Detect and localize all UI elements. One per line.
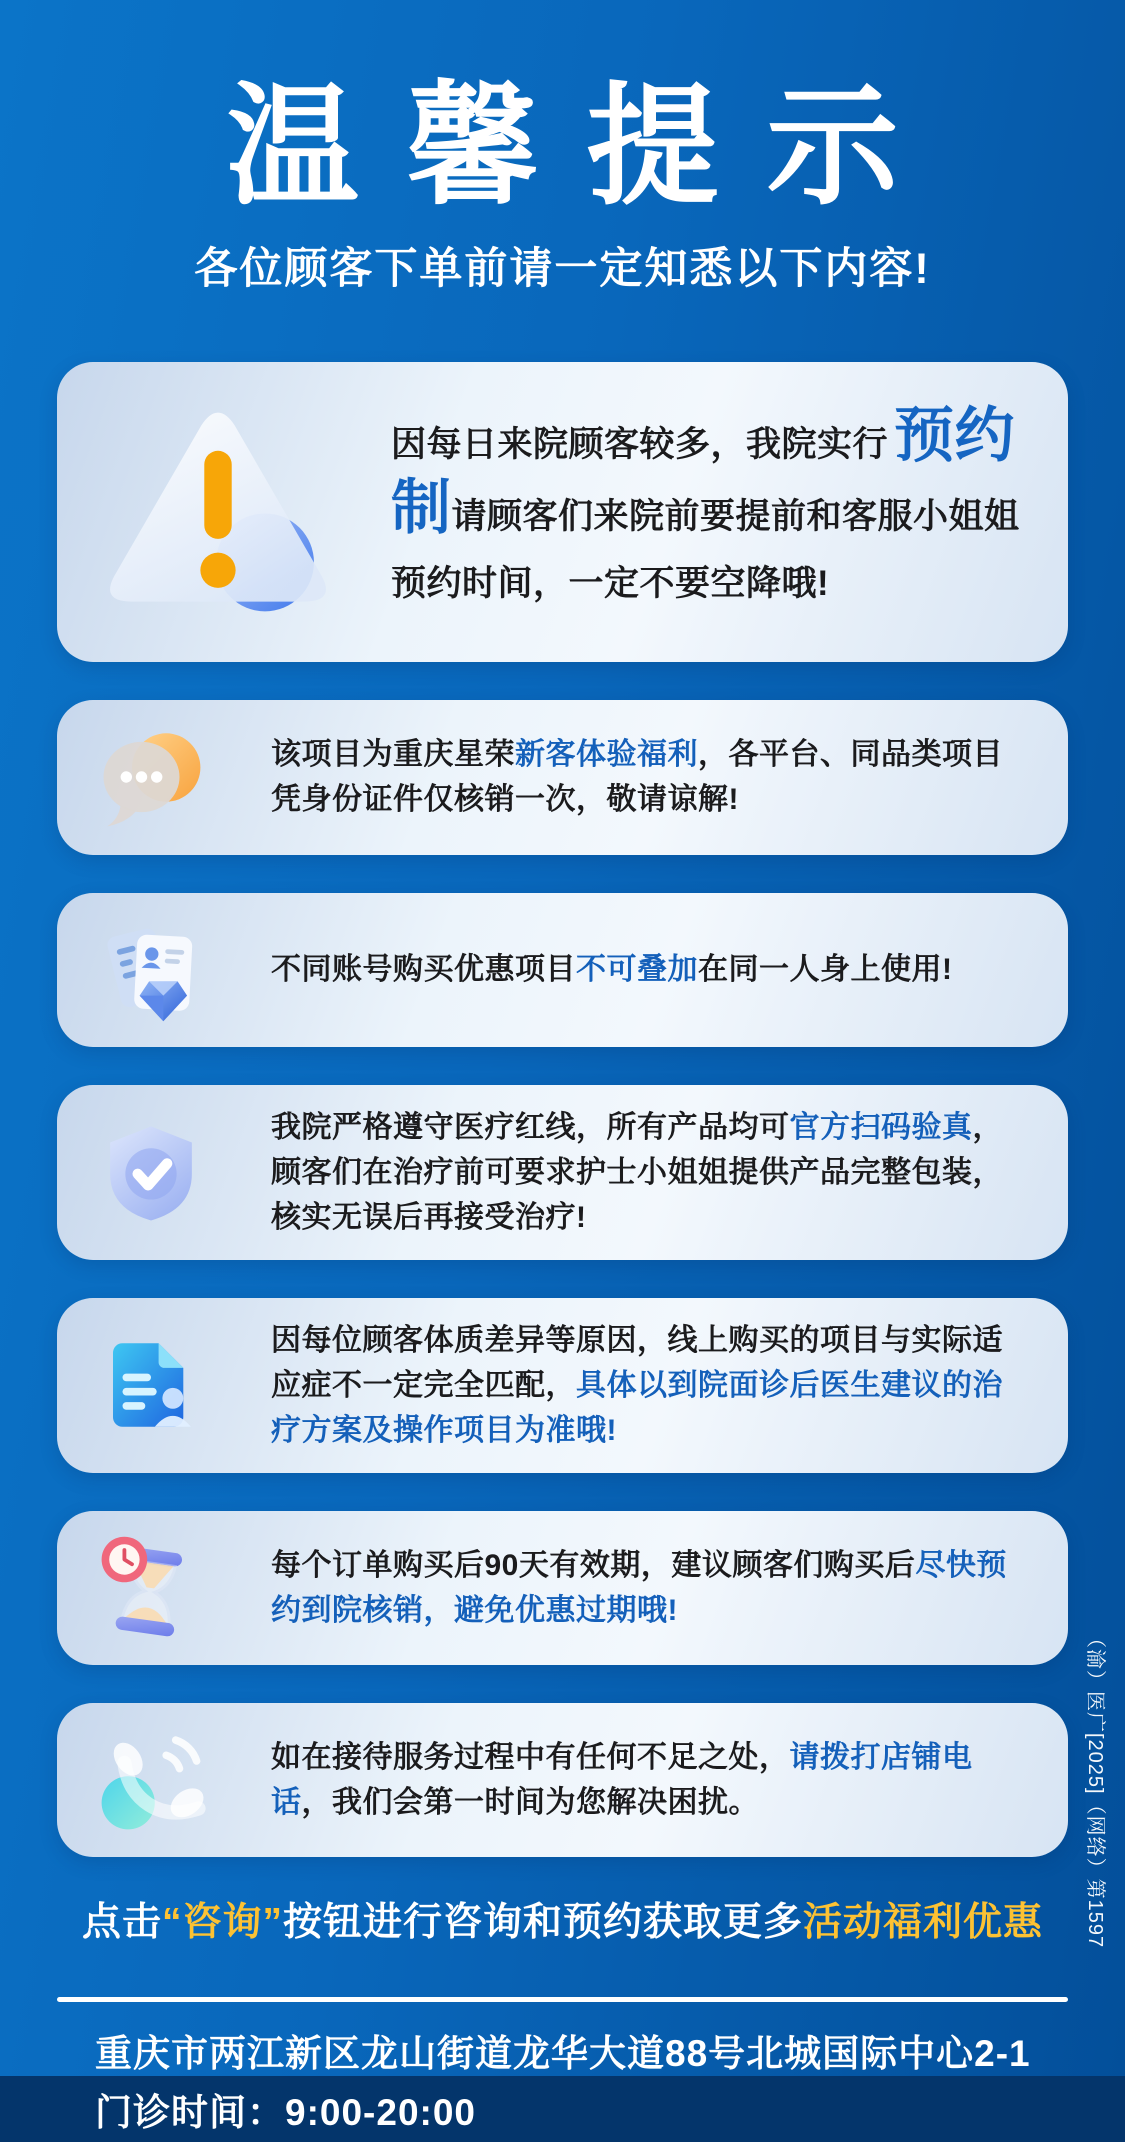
text-segment: ，各平台、同品类项目凭身份证件仅核销一次，敬请谅解! bbox=[271, 738, 1003, 817]
notice-text bbox=[391, 401, 1026, 618]
text-segment: 因每位顾客体质差异等原因，线上购买的项目与实际适应症不一定完全匹配， bbox=[271, 1323, 1003, 1402]
text-segment: 我院严格遵守医疗红线，所有产品均可 bbox=[271, 1110, 790, 1144]
notice-card-service-feedback bbox=[57, 1703, 1068, 1857]
text-segment: ，我们会第一时间为您解决困扰。 bbox=[301, 1785, 759, 1819]
ad-license-number: （渝）医广[2025]（网络）第1597 bbox=[1084, 1628, 1106, 1949]
text-segment: 每个订单购买后90天有效期，建议顾客们购买后 bbox=[271, 1548, 916, 1582]
text-segment: 官方扫码验真 bbox=[789, 1110, 973, 1144]
text-segment: 尽快预约到院核销，避免优惠过期哦! bbox=[271, 1548, 1007, 1627]
notice-card-new-customer-benefit bbox=[57, 700, 1068, 855]
footer-divider bbox=[57, 1997, 1068, 2002]
id-card-icon bbox=[87, 913, 215, 1027]
text-segment: 请顾客们来院前要提前和客服小姐姐预约时间，一定不要空降哦! bbox=[391, 497, 1020, 603]
page-title: 温馨提示 bbox=[226, 73, 947, 220]
cta-text bbox=[0, 1891, 1125, 1947]
phone-icon bbox=[87, 1723, 215, 1837]
notice-text bbox=[271, 1543, 1026, 1633]
text-segment: 活动福利优惠 bbox=[803, 1900, 1044, 1944]
notice-text bbox=[271, 1735, 1026, 1825]
notice-card-list bbox=[57, 362, 1068, 1857]
notice-card-product-verification bbox=[57, 1085, 1068, 1260]
text-segment: 具体以到院面诊后医生建议的治疗方案及操作项目为准哦! bbox=[271, 1368, 1003, 1447]
notice-card-no-stacking bbox=[57, 893, 1068, 1047]
text-segment: 点击 bbox=[81, 1900, 162, 1944]
page-subtitle: 各位顾客下单前请一定知悉以下内容! bbox=[194, 244, 931, 293]
document-icon bbox=[87, 1328, 215, 1442]
text-segment: 预约制 bbox=[391, 401, 1016, 542]
hourglass-icon bbox=[87, 1531, 215, 1645]
clinic-address: 重庆市两江新区龙山街道龙华大道88号北城国际中心2-1 bbox=[95, 2032, 1031, 2074]
header bbox=[0, 0, 1125, 296]
notice-card-treatment-plan bbox=[57, 1298, 1068, 1473]
notice-text bbox=[271, 1105, 1026, 1240]
text-segment: ，顾客们在治疗前可要求护士小姐姐提供产品完整包装，核实无误后再接受治疗! bbox=[271, 1110, 1003, 1234]
text-segment: 因每日来院顾客较多，我院实行 bbox=[391, 424, 889, 464]
notice-text bbox=[271, 947, 953, 992]
shield-check-icon bbox=[87, 1115, 215, 1229]
notice-card-appointment-policy bbox=[57, 362, 1068, 662]
notice-text bbox=[271, 732, 1026, 822]
text-segment: 在同一人身上使用! bbox=[698, 953, 953, 987]
footer bbox=[95, 2024, 1125, 2142]
text-segment: 请拨打店铺电话 bbox=[271, 1740, 973, 1819]
text-segment: 新客体验福利 bbox=[515, 738, 698, 772]
notice-card-validity-period bbox=[57, 1511, 1068, 1665]
text-segment: 如在接待服务过程中有任何不足之处， bbox=[271, 1740, 790, 1774]
clinic-hours: 门诊时间：9:00-20:00 bbox=[95, 2091, 477, 2133]
text-segment: 该项目为重庆星荣 bbox=[271, 738, 515, 772]
text-segment: “咨询” bbox=[161, 1900, 283, 1944]
chat-bubble-icon bbox=[87, 720, 215, 834]
text-segment: 不可叠加 bbox=[576, 953, 698, 987]
notice-text bbox=[271, 1318, 1026, 1453]
text-segment: 不同账号购买优惠项目 bbox=[271, 953, 576, 987]
text-segment: 按钮进行咨询和预约获取更多 bbox=[283, 1900, 804, 1944]
warning-triangle-icon bbox=[87, 394, 349, 629]
